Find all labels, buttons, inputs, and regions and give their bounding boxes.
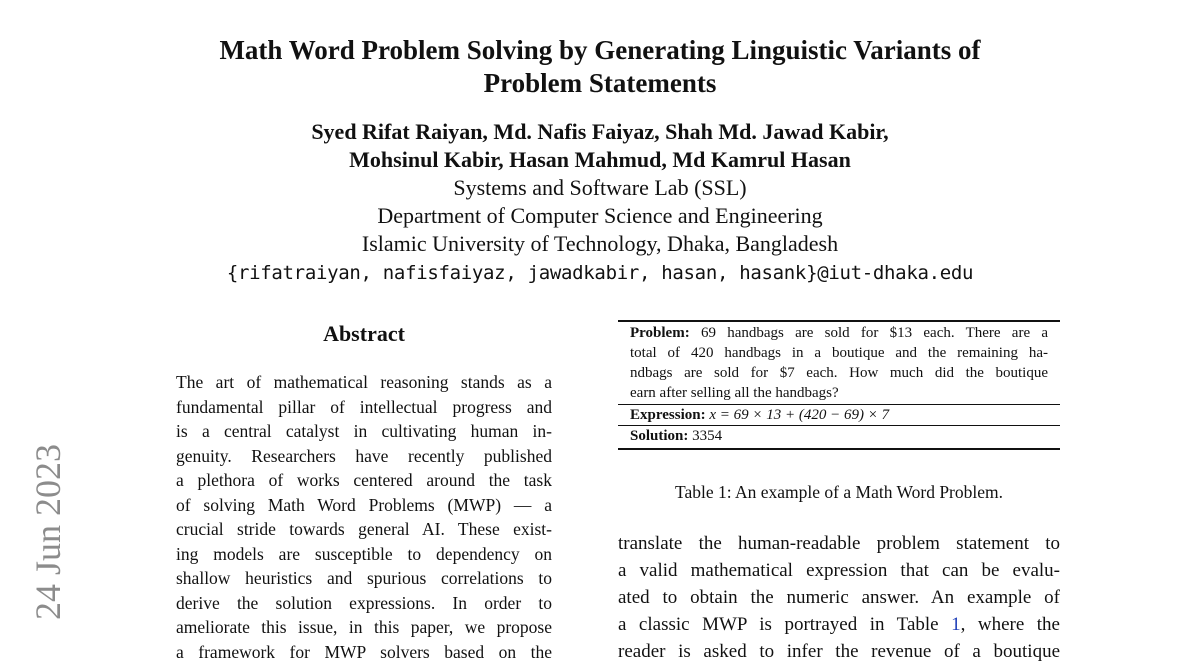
body-line: a valid mathematical expression that can be evalu- (618, 560, 1060, 581)
author-line: Syed Rifat Raiyan, Md. Nafis Faiyaz, Shah Md. Jawad Kabir, (311, 119, 889, 144)
problem-line: ndbags are sold for $7 each. How much did the boutique (630, 365, 1048, 381)
problem-label: Problem: (630, 325, 690, 341)
body-paragraph (618, 530, 1060, 665)
abstract-line: a framework for MWP solvers based on the (176, 641, 552, 662)
table-problem-row (618, 322, 1060, 405)
expression-label: Expression: (630, 407, 706, 423)
abstract-line: of solving Math Word Problems (MWP) — a (176, 494, 552, 515)
abstract-line: is a central catalyst in cultivating human in- (176, 421, 552, 441)
affiliation-line: Islamic University of Technology, Dhaka, Bangladesh (361, 231, 839, 256)
body-text-segment: a classic MWP is portrayed in Table (618, 614, 952, 635)
author-line: Mohsinul Kabir, Hasan Mahmud, Md Kamrul Hasan (349, 147, 851, 172)
table-solution-row (618, 426, 1060, 446)
example-mwp-table (618, 320, 1060, 450)
abstract-line: a plethora of works centered around the task (176, 470, 552, 490)
solution-label: Solution: (630, 428, 689, 444)
table-expression-row (618, 405, 1060, 426)
affiliation-line: Department of Computer Science and Engineering (377, 203, 823, 228)
problem-line: total of 420 handbags in a boutique and the remaining ha- (630, 345, 1048, 361)
body-line: translate the human-readable problem statement to (618, 533, 1060, 554)
body-line: reader is asked to infer the revenue of a boutique (618, 641, 1060, 662)
body-line (618, 611, 1060, 638)
abstract-text (176, 370, 552, 664)
abstract-line: ameliorate this issue, in this paper, we propose (176, 617, 552, 637)
abstract-line: fundamental pillar of intellectual progress and (176, 396, 552, 417)
abstract-line: shallow heuristics and spurious correlations to (176, 568, 552, 588)
left-column (176, 320, 552, 664)
author-emails: {rifatraiyan, nafisfaiyaz, jawadkabir, hasan, hasank}@iut-dhaka.edu (226, 262, 974, 284)
affiliation (140, 174, 1060, 258)
paper-title (140, 34, 1060, 100)
abstract-heading: Abstract (323, 321, 405, 346)
problem-line: earn after selling all the handbags? (630, 385, 839, 401)
right-column (618, 320, 1060, 665)
body-text-segment: , where the (960, 614, 1060, 635)
author-list (140, 118, 1060, 174)
title-line: Math Word Problem Solving by Generating Linguistic Variants of (219, 35, 981, 65)
abstract-line: derive the solution expressions. In order to (176, 592, 552, 613)
title-line: Problem Statements (483, 68, 717, 98)
table-reference-link[interactable]: 1 (951, 614, 961, 635)
table-caption: Table 1: An example of a Math Word Problem. (674, 482, 1003, 502)
paper-header (140, 34, 1060, 288)
abstract-line: ing models are susceptible to dependency on (176, 543, 552, 564)
problem-text: 69 handbags are sold for $13 each. There are a (700, 325, 1049, 341)
body-line: ated to obtain the numeric answer. An example of (618, 587, 1060, 608)
expression-value: x = 69 × 13 + (420 − 69) × 7 (709, 407, 890, 423)
abstract-line: The art of mathematical reasoning stands as a (176, 372, 552, 392)
abstract-line: crucial stride towards general AI. These exist- (176, 519, 552, 539)
solution-value: 3354 (692, 428, 723, 444)
problem-line (630, 323, 1048, 343)
abstract-line: genuity. Researchers have recently published (176, 445, 552, 466)
affiliation-line: Systems and Software Lab (SSL) (453, 175, 747, 200)
arxiv-date-stamp: 24 Jun 2023 (28, 443, 68, 620)
